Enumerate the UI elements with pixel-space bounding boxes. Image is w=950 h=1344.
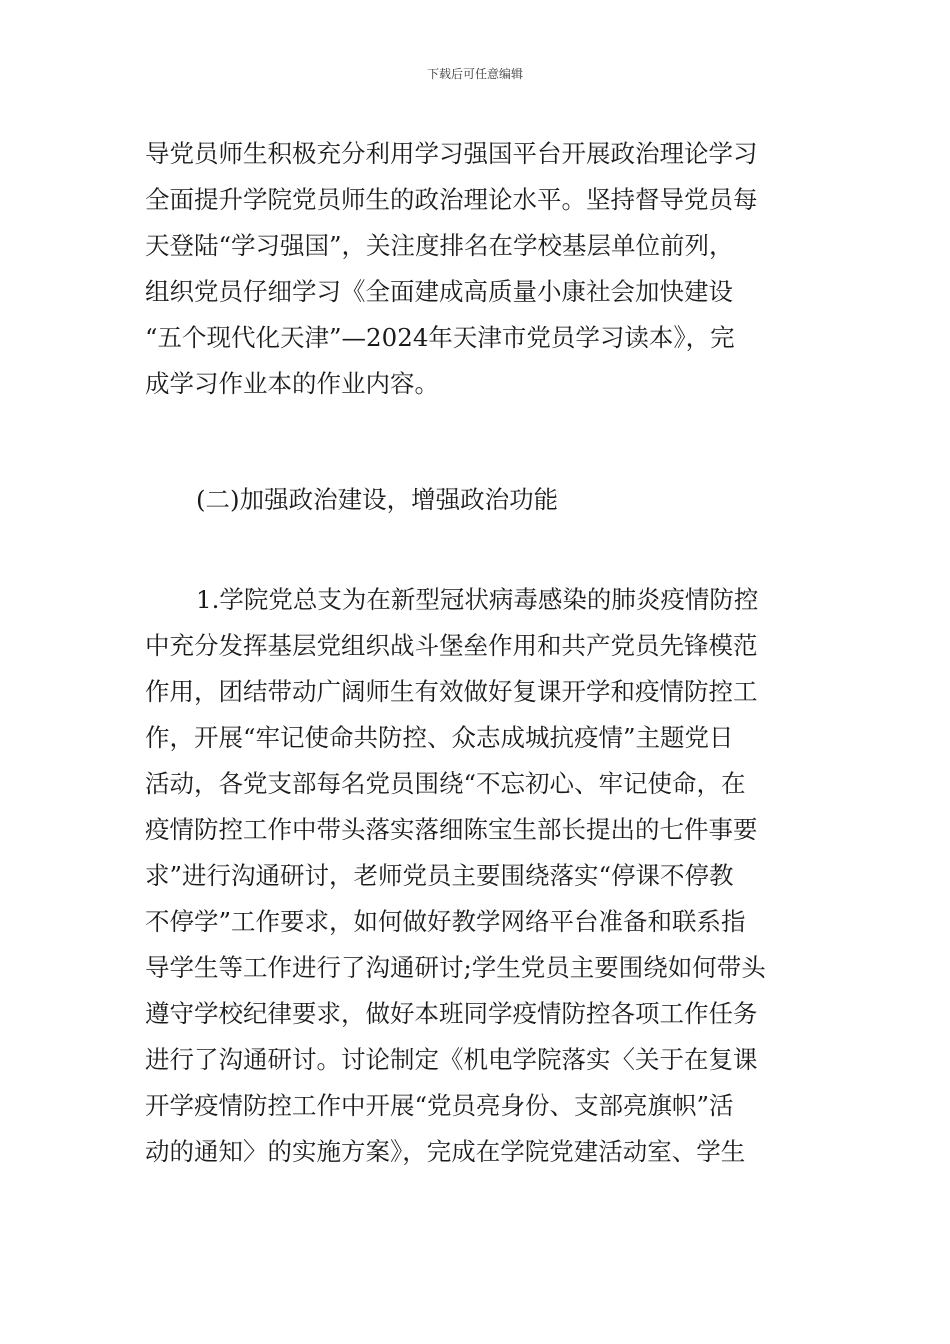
paragraph-line: 作，开展“牢记使命共防控、众志成城抗疫情”主题党日 (145, 723, 734, 752)
paragraph-line: 不停学”工作要求，如何做好教学网络平台准备和联系指 (145, 907, 746, 936)
paragraph-line: 作用，团结带动广阔师生有效做好复课开学和疫情防控工 (145, 677, 758, 706)
paragraph-line: 进行了沟通研讨。讨论制定《机电学院落实〈关于在复课 (145, 1045, 758, 1074)
paragraph-line: 求”进行沟通研讨，老师党员主要围绕落实“停课不停教 (145, 861, 734, 890)
paragraph-line: 疫情防控工作中带头落实落细陈宝生部长提出的七件事要 (145, 815, 758, 844)
page-header: 下载后可任意编辑 (426, 67, 523, 81)
paragraph-line: 全面提升学院党员师生的政治理论水平。坚持督导党员每 (145, 185, 758, 214)
paragraph-line: 成学习作业本的作业内容。 (145, 369, 439, 398)
section-heading: (二)加强政治建设，增强政治功能 (196, 485, 559, 514)
paragraph-line: 活动，各党支部每名党员围绕“不忘初心、牢记使命，在 (145, 769, 746, 798)
paragraph-line: “五个现代化天津”—2024年天津市党员学习读本》，完 (145, 323, 735, 352)
paragraph-line: 动的通知〉的实施方案》，完成在学院党建活动室、学生 (145, 1137, 746, 1166)
paragraph-line: 遵守学校纪律要求，做好本班同学疫情防控各项工作任务 (145, 999, 758, 1028)
paragraph-line: 中充分发挥基层党组织战斗堡垒作用和共产党员先锋模范 (145, 631, 758, 660)
paragraph-line: 导学生等工作进行了沟通研讨;学生党员主要围绕如何带头 (145, 953, 766, 982)
paragraph-line: 1.学院党总支为在新型冠状病毒感染的肺炎疫情防控 (196, 585, 759, 614)
paragraph-line: 导党员师生积极充分利用学习强国平台开展政治理论学习 (145, 139, 758, 168)
paragraph-line: 天登陆“学习强国”，关注度排名在学校基层单位前列， (145, 231, 734, 260)
paragraph-line: 组织党员仔细学习《全面建成高质量小康社会加快建设 (145, 277, 733, 306)
paragraph-line: 开学疫情防控工作中开展“党员亮身份、支部亮旗帜”活 (145, 1091, 734, 1120)
